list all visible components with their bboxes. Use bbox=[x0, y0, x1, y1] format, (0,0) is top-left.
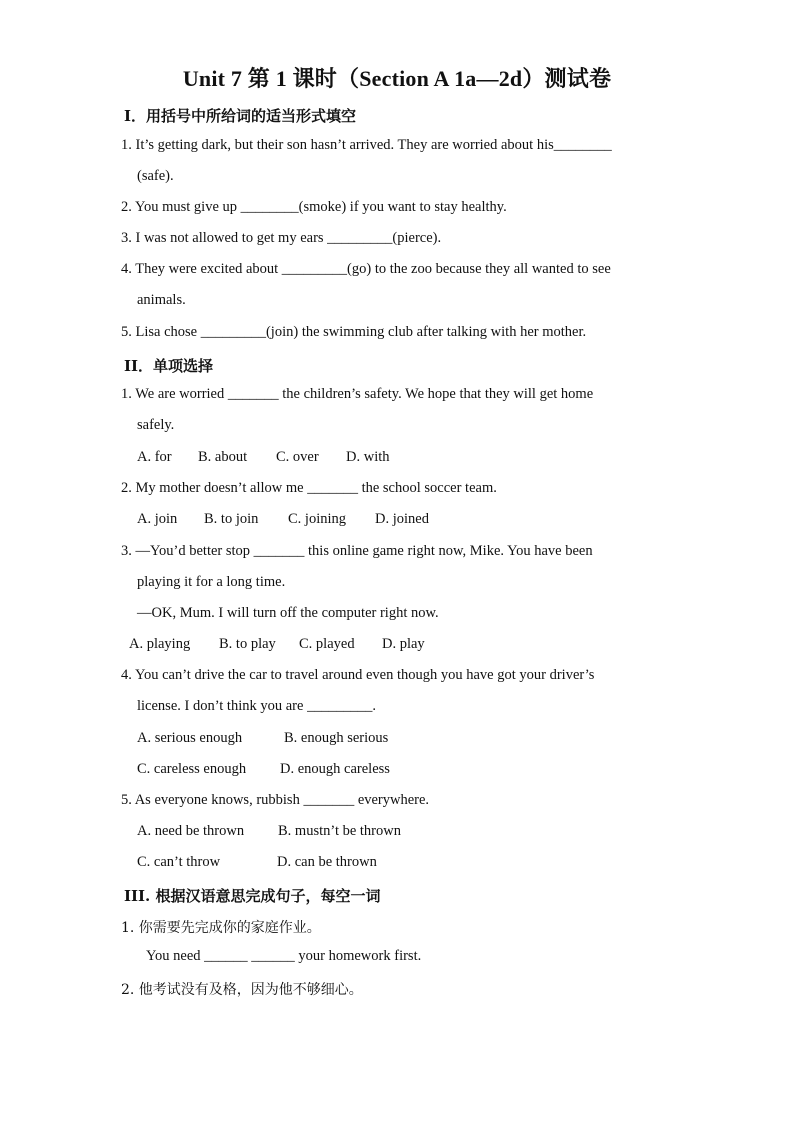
s1-q5: 5. Lisa chose _________(join) the swimming club after talking with her mother. bbox=[121, 324, 587, 340]
section-3-heading: III. 根据汉语意思完成句子，每空一词 bbox=[124, 887, 381, 905]
s2-q3-option-c: C. played bbox=[299, 636, 355, 652]
section-2-heading: II．单项选择 bbox=[124, 357, 214, 375]
s2-q5-option-d: D. can be thrown bbox=[277, 854, 377, 870]
section-1-heading: I．用括号中所给词的适当形式填空 bbox=[124, 107, 357, 125]
s1-q3: 3. I was not allowed to get my ears _________(pierce). bbox=[121, 230, 442, 246]
s2-q2-option-b: B. to join bbox=[204, 511, 259, 527]
s2-q4-option-d: D. enough careless bbox=[280, 761, 390, 777]
s2-q5-option-b: B. mustn’t be thrown bbox=[278, 823, 401, 839]
s2-q2-option-d: D. joined bbox=[375, 511, 429, 527]
s2-q1-line1: 1. We are worried _______ the children’s safety. We hope that they will get home bbox=[121, 386, 594, 402]
s2-q3-line1: 3. —You’d better stop _______ this online game right now, Mike. You have been bbox=[121, 543, 593, 559]
s3-q1-chinese: 1. 你需要先完成你的家庭作业。 bbox=[121, 920, 321, 936]
s1-q1-line2: (safe). bbox=[137, 168, 174, 184]
s2-q1-line2: safely. bbox=[137, 417, 175, 433]
s2-q4-line2: license. I don’t think you are _________. bbox=[137, 698, 376, 714]
s2-q4-option-b: B. enough serious bbox=[284, 730, 389, 746]
s2-q1-option-d: D. with bbox=[346, 449, 390, 465]
s1-q1-line1: 1. It’s getting dark, but their son hasn’t arrived. They are worried about his________ bbox=[121, 137, 612, 153]
s2-q3-option-a: A. playing bbox=[129, 636, 191, 652]
s2-q1-option-a: A. for bbox=[137, 449, 172, 465]
s3-q2-chinese: 2. 他考试没有及格，因为他不够细心。 bbox=[121, 982, 363, 998]
s2-q1-option-c: C. over bbox=[276, 449, 319, 465]
s2-q3-line3: —OK, Mum. I will turn off the computer right now. bbox=[137, 605, 439, 621]
s2-q5-option-a: A. need be thrown bbox=[137, 823, 245, 839]
s2-q5-line1: 5. As everyone knows, rubbish _______ everywhere. bbox=[121, 792, 430, 808]
s2-q3-option-d: D. play bbox=[382, 636, 425, 652]
s1-q4-line1: 4. They were excited about _________(go) to the zoo because they all wanted to see bbox=[121, 261, 611, 277]
s2-q4-line1: 4. You can’t drive the car to travel around even though you have got your driver’s bbox=[121, 667, 595, 683]
s2-q5-option-c: C. can’t throw bbox=[137, 854, 221, 870]
s1-q2: 2. You must give up ________(smoke) if you want to stay healthy. bbox=[121, 199, 507, 215]
s3-q1-english: You need ______ ______ your homework first. bbox=[146, 948, 422, 964]
page-title: Unit 7 第 1 课时（Section A 1a—2d）测试卷 bbox=[182, 66, 612, 91]
s2-q3-option-b: B. to play bbox=[219, 636, 276, 652]
s2-q4-option-a: A. serious enough bbox=[137, 730, 243, 746]
s2-q3-line2: playing it for a long time. bbox=[137, 574, 286, 590]
s2-q4-option-c: C. careless enough bbox=[137, 761, 247, 777]
s2-q2-option-c: C. joining bbox=[288, 511, 347, 527]
s2-q2-option-a: A. join bbox=[137, 511, 178, 527]
s1-q4-line2: animals. bbox=[137, 292, 186, 308]
s2-q1-option-b: B. about bbox=[198, 449, 248, 465]
s2-q2-line1: 2. My mother doesn’t allow me _______ the school soccer team. bbox=[121, 480, 497, 496]
